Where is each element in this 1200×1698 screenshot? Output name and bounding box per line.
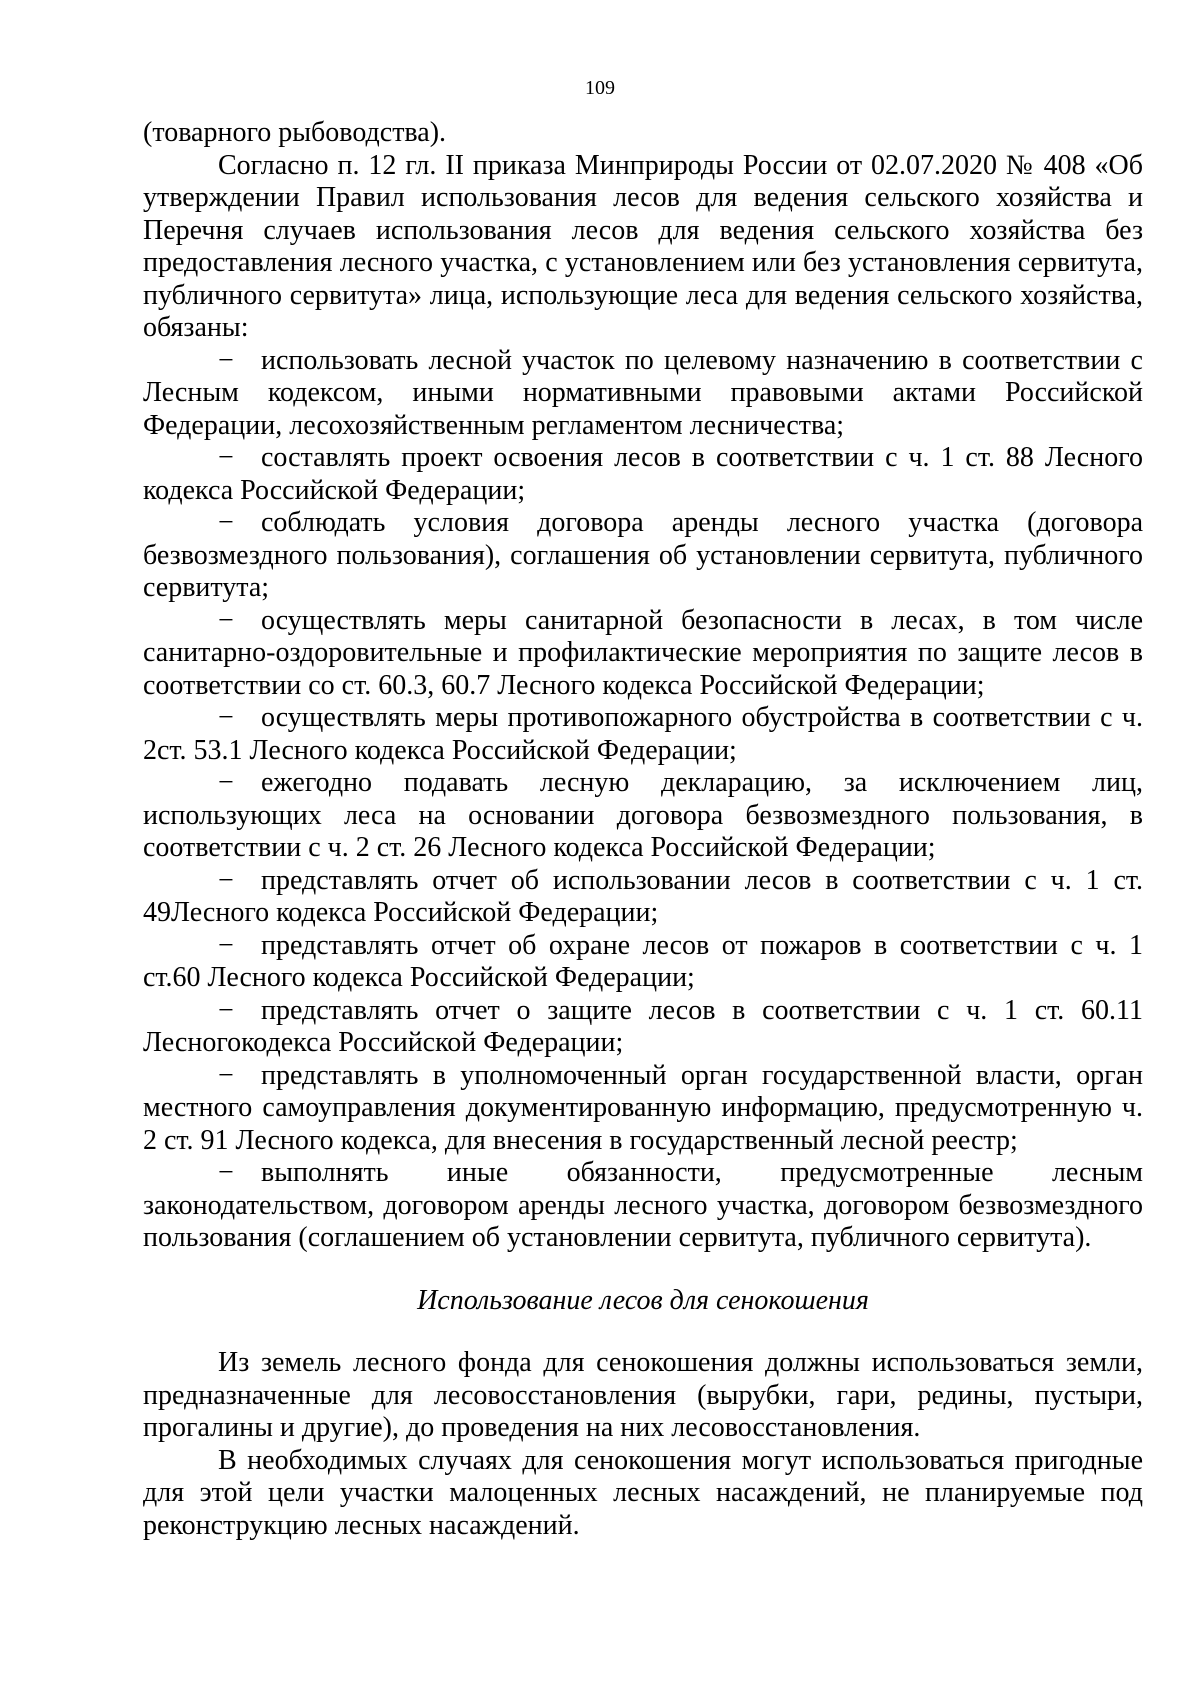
- dash-marker: −: [218, 344, 234, 376]
- dash-marker: −: [218, 864, 234, 896]
- dash-marker: −: [218, 507, 234, 538]
- paragraph: (товарного рыбоводства).: [143, 117, 447, 148]
- paragraph: В необходимых случаях для сенокошения могут использоваться пригодные для этой цели участки малоценных лесных насаждений, не планируемые под реконструкцию лесных насаждений.: [143, 1444, 1143, 1541]
- list-item-text: представлять отчет о защите лесов в соответствии с ч. 1 ст. 60.11 Лесногокодекса Российской Федерации;: [143, 994, 1143, 1058]
- list-item: [143, 767, 1143, 865]
- list-item: [143, 345, 1143, 443]
- list-item: [143, 442, 1143, 507]
- list-item: [143, 1157, 1143, 1255]
- list-item-text: соблюдать условия договора аренды лесного участка (договора безвозмездного пользования), соглашения об установлении сервитута, публичного сервитута;: [143, 507, 1143, 603]
- document-body: [143, 117, 1143, 1542]
- dash-marker: −: [218, 1157, 234, 1188]
- dash-marker: −: [218, 929, 234, 961]
- list-item: [143, 995, 1143, 1060]
- list-item-text: ежегодно подавать лесную декларацию, за исключением лиц, использующих леса на основании договора безвозмездного пользования, в соответствии с ч. 2 ст. 26 Лесного кодекса Российской Федерации;: [143, 767, 1143, 863]
- list-item: [143, 702, 1143, 767]
- list-item: [143, 605, 1143, 703]
- list-item-text: использовать лесной участок по целевому назначению в соответствии с Лесным кодексом, иными нормативными правовыми актами Российской Федерации, лесохозяйственным регламентом лесничества;: [143, 344, 1143, 441]
- list-item: [143, 1060, 1143, 1158]
- obligations-list: [143, 345, 1143, 1255]
- list-item-text: осуществлять меры санитарной безопасности в лесах, в том числе санитарно-оздоровительные и профилактические мероприятия по защите лесов в соответствии со ст. 60.3, 60.7 Лесного кодекса Российской Федерации;: [143, 604, 1143, 701]
- dash-marker: −: [218, 442, 234, 473]
- dash-marker: −: [218, 702, 234, 733]
- list-item: [143, 930, 1143, 995]
- paragraph: Из земель лесного фонда для сенокошения должны использоваться земли, предназначенные для лесовосстановления (вырубки, гари, редины, пустыри, прогалины и другие), до проведения на них лесовосстановления.: [143, 1347, 1143, 1443]
- dash-marker: −: [218, 604, 234, 636]
- list-item-text: представлять отчет об использовании лесов в соответствии с ч. 1 ст. 49Лесного кодекса Российской Федерации;: [143, 864, 1143, 928]
- page-number: 109: [585, 77, 615, 99]
- section-heading: Использование лесов для сенокошения: [417, 1284, 869, 1316]
- list-item-text: осуществлять меры противопожарного обустройства в соответствии с ч. 2ст. 53.1 Лесного кодекса Российской Федерации;: [143, 702, 1143, 766]
- dash-marker: −: [218, 767, 234, 798]
- paragraph: Согласно п. 12 гл. II приказа Минприроды России от 02.07.2020 № 408 «Об утверждении Правил использования лесов для ведения сельского хозяйства и Перечня случаев использования лесов для ведения сельского хозяйства без предоставления лесного участка, с установлением или без установления сервитута, публичного сервитута» лица, использующие леса для ведения сельского хозяйства, обязаны:: [143, 149, 1143, 343]
- dash-marker: −: [218, 1059, 234, 1091]
- list-item-text: выполнять иные обязанности, предусмотренные лесным законодательством, договором аренды лесного участка, договором безвозмездного пользования (соглашением об установлении сервитута, публичного сервитута).: [143, 1157, 1143, 1253]
- list-item-text: представлять в уполномоченный орган государственной власти, орган местного самоуправления документированную информацию, предусмотренную ч. 2 ст. 91 Лесного кодекса, для внесения в государственный лесной реестр;: [143, 1059, 1143, 1156]
- list-item-text: составлять проект освоения лесов в соответствии с ч. 1 ст. 88 Лесного кодекса Российской Федерации;: [143, 442, 1143, 506]
- list-item: [143, 507, 1143, 605]
- dash-marker: −: [218, 994, 234, 1026]
- list-item-text: представлять отчет об охране лесов от пожаров в соответствии с ч. 1 ст.60 Лесного кодекса Российской Федерации;: [143, 929, 1143, 993]
- list-item: [143, 865, 1143, 930]
